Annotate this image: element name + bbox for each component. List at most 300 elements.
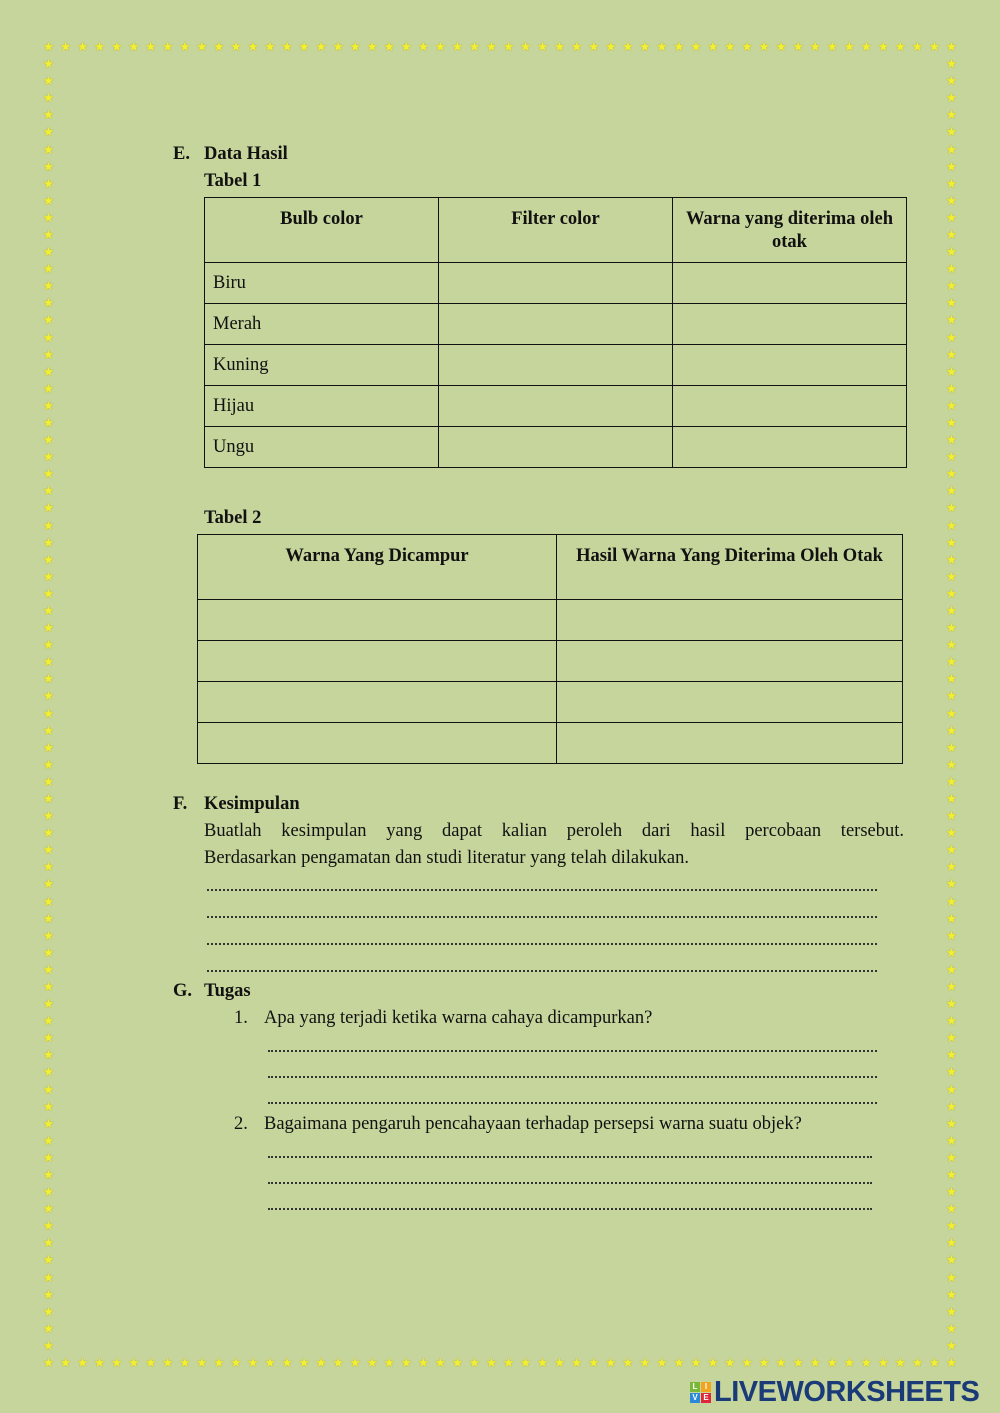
star-icon: ★ [945, 910, 958, 926]
filter-color-cell[interactable] [439, 427, 673, 468]
star-icon: ★ [945, 620, 958, 636]
section-f-letter: F. [173, 794, 188, 814]
table2-header: Hasil Warna Yang Diterima Oleh Otak [557, 535, 903, 600]
star-icon: ★ [332, 39, 344, 54]
star-icon: ★ [42, 1115, 55, 1131]
mixed-color-cell[interactable] [198, 682, 557, 723]
logo-icon: L I V E [690, 1382, 711, 1403]
perceived-color-cell[interactable] [673, 427, 907, 468]
star-icon: ★ [945, 141, 958, 157]
star-icon: ★ [42, 449, 55, 465]
star-icon: ★ [213, 1355, 225, 1370]
star-icon: ★ [945, 226, 958, 242]
star-icon: ★ [42, 1235, 55, 1251]
liveworksheets-logo [690, 1376, 979, 1409]
star-icon: ★ [42, 1303, 55, 1319]
star-icon: ★ [59, 39, 72, 54]
star-icon: ★ [42, 244, 55, 260]
star-icon: ★ [42, 209, 55, 225]
star-icon: ★ [42, 483, 55, 499]
star-icon: ★ [42, 722, 55, 738]
star-icon: ★ [178, 1355, 191, 1370]
star-icon: ★ [42, 551, 55, 567]
star-icon: ★ [792, 1355, 804, 1370]
star-icon: ★ [127, 39, 140, 54]
star-icon: ★ [434, 1355, 447, 1370]
star-icon: ★ [928, 1355, 941, 1370]
star-icon: ★ [42, 261, 55, 277]
question-1: Apa yang terjadi ketika warna cahaya dicampurkan? [264, 1008, 653, 1028]
star-icon: ★ [42, 1201, 55, 1217]
star-icon: ★ [945, 466, 958, 482]
star-icon: ★ [76, 1355, 89, 1370]
star-icon: ★ [945, 739, 958, 755]
star-icon: ★ [42, 773, 55, 789]
filter-color-cell[interactable] [439, 386, 673, 427]
star-icon: ★ [945, 1166, 958, 1182]
star-icon: ★ [775, 39, 787, 54]
star-icon: ★ [656, 39, 668, 54]
star-icon: ★ [42, 226, 55, 242]
star-icon: ★ [42, 1218, 55, 1234]
star-icon: ★ [42, 107, 55, 123]
star-icon: ★ [42, 978, 55, 994]
star-icon: ★ [42, 739, 55, 755]
star-icon: ★ [519, 1355, 532, 1370]
star-icon: ★ [42, 1064, 55, 1080]
star-icon: ★ [945, 1355, 958, 1370]
star-icon: ★ [451, 1355, 464, 1370]
star-icon: ★ [213, 39, 225, 54]
bulb-color-cell: Merah [205, 304, 439, 345]
star-icon: ★ [42, 1030, 55, 1046]
star-icon: ★ [945, 278, 958, 294]
star-icon: ★ [42, 346, 55, 362]
star-icon: ★ [42, 620, 55, 636]
star-icon: ★ [945, 961, 958, 977]
star-icon: ★ [945, 329, 958, 345]
table2-row [198, 723, 903, 764]
star-icon: ★ [945, 73, 958, 89]
star-icon: ★ [877, 1355, 890, 1370]
star-icon: ★ [468, 39, 481, 54]
star-icon: ★ [638, 39, 651, 54]
star-icon: ★ [945, 808, 958, 824]
star-icon: ★ [656, 1355, 668, 1370]
star-icon: ★ [724, 1355, 736, 1370]
star-icon: ★ [945, 1337, 958, 1353]
star-icon: ★ [42, 842, 55, 858]
table2-row [198, 682, 903, 723]
star-icon: ★ [42, 90, 55, 106]
star-icon: ★ [42, 1286, 55, 1302]
star-icon: ★ [843, 39, 856, 54]
star-icon: ★ [945, 602, 958, 618]
star-icon: ★ [707, 1355, 719, 1370]
section-f-line1: Buatlah kesimpulan yang dapat kalian peroleh dari hasil percobaan tersebut. [204, 821, 904, 841]
star-icon: ★ [42, 141, 55, 157]
star-icon: ★ [42, 1047, 55, 1063]
star-icon: ★ [621, 1355, 634, 1370]
star-icon: ★ [42, 329, 55, 345]
star-icon: ★ [945, 1149, 958, 1165]
table1-row [205, 345, 907, 386]
star-icon: ★ [42, 808, 55, 824]
bulb-color-cell: Hijau [205, 386, 439, 427]
star-icon: ★ [42, 295, 55, 311]
star-icon: ★ [42, 1098, 55, 1114]
question-2-number: 2. [234, 1114, 248, 1134]
star-icon: ★ [42, 1149, 55, 1165]
star-icon: ★ [758, 39, 770, 54]
star-icon: ★ [945, 1303, 958, 1319]
star-icon: ★ [42, 859, 55, 875]
star-icon: ★ [945, 756, 958, 772]
table1-row [205, 427, 907, 468]
star-icon: ★ [502, 1355, 515, 1370]
mixed-color-cell[interactable] [198, 600, 557, 641]
star-icon: ★ [42, 1166, 55, 1182]
result-color-cell[interactable] [557, 682, 903, 723]
star-icon: ★ [536, 1355, 549, 1370]
star-icon: ★ [485, 39, 498, 54]
answer-line[interactable] [207, 943, 877, 945]
star-icon: ★ [945, 1252, 958, 1268]
star-icon: ★ [826, 1355, 839, 1370]
star-icon: ★ [945, 1320, 958, 1336]
table1 [204, 197, 907, 468]
star-icon: ★ [877, 39, 890, 54]
star-icon: ★ [945, 56, 958, 72]
star-icon: ★ [417, 39, 430, 54]
star-icon: ★ [127, 1355, 140, 1370]
star-icon: ★ [366, 39, 379, 54]
star-icon: ★ [110, 1355, 123, 1370]
star-icon: ★ [42, 500, 55, 516]
section-g-letter: G. [173, 981, 193, 1001]
star-icon: ★ [945, 90, 958, 106]
star-icon: ★ [298, 1355, 310, 1370]
star-icon: ★ [945, 1013, 958, 1029]
star-icon: ★ [42, 278, 55, 294]
star-icon: ★ [230, 39, 242, 54]
star-icon: ★ [42, 73, 55, 89]
star-icon: ★ [604, 39, 617, 54]
star-icon: ★ [42, 1081, 55, 1097]
star-icon: ★ [42, 175, 55, 191]
question-1-number: 1. [234, 1008, 248, 1028]
star-icon: ★ [264, 39, 276, 54]
filter-color-cell[interactable] [439, 304, 673, 345]
star-icon: ★ [42, 585, 55, 601]
star-icon: ★ [93, 1355, 106, 1370]
star-icon: ★ [945, 654, 958, 670]
answer-line[interactable] [268, 1102, 877, 1104]
star-icon: ★ [42, 39, 55, 54]
star-icon: ★ [42, 637, 55, 653]
star-icon: ★ [161, 39, 174, 54]
section-g-title: Tugas [204, 981, 251, 1001]
table1-header-row [205, 198, 907, 263]
star-icon: ★ [945, 175, 958, 191]
star-icon: ★ [945, 568, 958, 584]
filter-color-cell[interactable] [439, 263, 673, 304]
star-icon: ★ [945, 671, 958, 687]
star-icon: ★ [945, 517, 958, 533]
star-icon: ★ [945, 1115, 958, 1131]
star-icon: ★ [945, 1064, 958, 1080]
filter-color-cell[interactable] [439, 345, 673, 386]
star-icon: ★ [945, 842, 958, 858]
star-icon: ★ [945, 483, 958, 499]
star-icon: ★ [59, 1355, 72, 1370]
star-icon: ★ [42, 876, 55, 892]
star-icon: ★ [741, 1355, 753, 1370]
table2-header-row [198, 535, 903, 600]
star-icon: ★ [42, 654, 55, 670]
result-color-cell[interactable] [557, 600, 903, 641]
star-icon: ★ [42, 893, 55, 909]
star-icon: ★ [945, 688, 958, 704]
answer-line[interactable] [268, 1156, 872, 1158]
perceived-color-cell[interactable] [673, 345, 907, 386]
star-icon: ★ [945, 312, 958, 328]
mixed-color-cell[interactable] [198, 723, 557, 764]
star-icon: ★ [42, 158, 55, 174]
star-icon: ★ [42, 1355, 55, 1370]
star-icon: ★ [843, 1355, 856, 1370]
star-icon: ★ [400, 1355, 413, 1370]
star-icon: ★ [42, 944, 55, 960]
star-icon: ★ [42, 124, 55, 140]
table1-row [205, 304, 907, 345]
star-icon: ★ [860, 39, 873, 54]
star-icon: ★ [945, 825, 958, 841]
star-icon: ★ [42, 602, 55, 618]
star-icon: ★ [928, 39, 941, 54]
star-icon: ★ [196, 39, 208, 54]
table2-row [198, 641, 903, 682]
star-icon: ★ [42, 192, 55, 208]
star-icon: ★ [536, 39, 549, 54]
star-icon: ★ [42, 568, 55, 584]
star-icon: ★ [758, 1355, 770, 1370]
star-icon: ★ [945, 1047, 958, 1063]
star-icon: ★ [553, 1355, 566, 1370]
star-icon: ★ [945, 790, 958, 806]
answer-line[interactable] [268, 1076, 877, 1078]
star-icon: ★ [264, 1355, 276, 1370]
section-f-title: Kesimpulan [204, 794, 300, 814]
star-icon: ★ [741, 39, 753, 54]
star-icon: ★ [42, 432, 55, 448]
bulb-color-cell: Kuning [205, 345, 439, 386]
star-icon: ★ [945, 978, 958, 994]
star-icon: ★ [42, 1132, 55, 1148]
star-icon: ★ [945, 500, 958, 516]
star-icon: ★ [570, 1355, 583, 1370]
star-icon: ★ [945, 1269, 958, 1285]
star-icon: ★ [604, 1355, 617, 1370]
star-icon: ★ [945, 1218, 958, 1234]
star-icon: ★ [945, 1286, 958, 1302]
star-icon: ★ [945, 295, 958, 311]
star-icon: ★ [502, 39, 515, 54]
star-icon: ★ [945, 1081, 958, 1097]
star-icon: ★ [945, 551, 958, 567]
answer-line[interactable] [207, 889, 877, 891]
star-icon: ★ [42, 534, 55, 550]
star-icon: ★ [775, 1355, 787, 1370]
star-icon: ★ [42, 363, 55, 379]
star-icon: ★ [144, 39, 157, 54]
star-icon: ★ [434, 39, 447, 54]
star-icon: ★ [178, 39, 191, 54]
star-icon: ★ [247, 1355, 259, 1370]
star-icon: ★ [911, 1355, 924, 1370]
perceived-color-cell[interactable] [673, 263, 907, 304]
star-icon: ★ [144, 1355, 157, 1370]
bulb-color-cell: Ungu [205, 427, 439, 468]
section-f-line2: Berdasarkan pengamatan dan studi literatur yang telah dilakukan. [204, 848, 689, 868]
star-icon: ★ [945, 432, 958, 448]
result-color-cell[interactable] [557, 723, 903, 764]
star-icon: ★ [673, 39, 685, 54]
star-icon: ★ [366, 1355, 379, 1370]
star-icon: ★ [42, 1337, 55, 1353]
table1-row [205, 263, 907, 304]
star-icon: ★ [42, 1013, 55, 1029]
star-icon: ★ [945, 346, 958, 362]
star-icon: ★ [690, 39, 702, 54]
star-icon: ★ [42, 380, 55, 396]
star-icon: ★ [945, 705, 958, 721]
star-icon: ★ [945, 722, 958, 738]
table2-row [198, 600, 903, 641]
star-icon: ★ [42, 756, 55, 772]
star-icon: ★ [945, 209, 958, 225]
star-icon: ★ [42, 825, 55, 841]
star-icon: ★ [945, 996, 958, 1012]
star-icon: ★ [587, 1355, 600, 1370]
star-icon: ★ [724, 39, 736, 54]
star-icon: ★ [383, 39, 396, 54]
star-icon: ★ [42, 466, 55, 482]
star-icon: ★ [315, 39, 327, 54]
star-icon: ★ [809, 39, 822, 54]
answer-line[interactable] [207, 916, 877, 918]
star-icon: ★ [315, 1355, 327, 1370]
star-icon: ★ [42, 397, 55, 413]
star-icon: ★ [110, 39, 123, 54]
table1-header: Warna yang diterima oleh otak [673, 198, 907, 263]
star-icon: ★ [826, 39, 839, 54]
answer-line[interactable] [268, 1182, 872, 1184]
answer-line[interactable] [207, 970, 877, 972]
table2-header: Warna Yang Dicampur [198, 535, 557, 600]
star-icon: ★ [417, 1355, 430, 1370]
section-e-letter: E. [173, 144, 190, 164]
star-icon: ★ [42, 790, 55, 806]
star-icon: ★ [945, 1132, 958, 1148]
star-icon: ★ [553, 39, 566, 54]
star-icon: ★ [945, 124, 958, 140]
star-icon: ★ [945, 585, 958, 601]
star-icon: ★ [400, 39, 413, 54]
star-icon: ★ [468, 1355, 481, 1370]
star-icon: ★ [451, 39, 464, 54]
star-icon: ★ [690, 1355, 702, 1370]
star-icon: ★ [945, 414, 958, 430]
star-icon: ★ [587, 39, 600, 54]
result-color-cell[interactable] [557, 641, 903, 682]
star-icon: ★ [945, 1235, 958, 1251]
star-icon: ★ [42, 671, 55, 687]
star-icon: ★ [911, 39, 924, 54]
star-icon: ★ [945, 192, 958, 208]
star-icon: ★ [945, 773, 958, 789]
star-icon: ★ [485, 1355, 498, 1370]
star-icon: ★ [945, 363, 958, 379]
star-icon: ★ [42, 1252, 55, 1268]
star-icon: ★ [42, 1269, 55, 1285]
star-icon: ★ [42, 705, 55, 721]
star-icon: ★ [945, 261, 958, 277]
perceived-color-cell[interactable] [673, 386, 907, 427]
star-icon: ★ [945, 158, 958, 174]
star-icon: ★ [349, 1355, 361, 1370]
star-icon: ★ [230, 1355, 242, 1370]
perceived-color-cell[interactable] [673, 304, 907, 345]
star-icon: ★ [945, 397, 958, 413]
star-icon: ★ [945, 534, 958, 550]
star-icon: ★ [42, 56, 55, 72]
star-icon: ★ [945, 859, 958, 875]
star-icon: ★ [945, 107, 958, 123]
star-icon: ★ [42, 1184, 55, 1200]
star-icon: ★ [93, 39, 106, 54]
star-icon: ★ [945, 244, 958, 260]
star-icon: ★ [945, 1098, 958, 1114]
star-icon: ★ [281, 39, 293, 54]
star-icon: ★ [809, 1355, 822, 1370]
star-icon: ★ [519, 39, 532, 54]
answer-line[interactable] [268, 1050, 877, 1052]
star-icon: ★ [42, 517, 55, 533]
star-icon: ★ [42, 312, 55, 328]
star-icon: ★ [247, 39, 259, 54]
table2-caption: Tabel 2 [204, 508, 262, 528]
star-icon: ★ [894, 39, 907, 54]
mixed-color-cell[interactable] [198, 641, 557, 682]
star-icon: ★ [383, 1355, 396, 1370]
table1-row [205, 386, 907, 427]
star-icon: ★ [42, 910, 55, 926]
star-icon: ★ [161, 1355, 174, 1370]
logo-text: LIVEWORKSHEETS [714, 1376, 980, 1408]
answer-line[interactable] [268, 1208, 872, 1210]
star-icon: ★ [945, 1184, 958, 1200]
table1-caption: Tabel 1 [204, 171, 262, 191]
bulb-color-cell: Biru [205, 263, 439, 304]
star-icon: ★ [945, 927, 958, 943]
star-icon: ★ [792, 39, 804, 54]
star-icon: ★ [860, 1355, 873, 1370]
star-icon: ★ [945, 1030, 958, 1046]
star-icon: ★ [945, 637, 958, 653]
star-icon: ★ [945, 1201, 958, 1217]
star-icon: ★ [945, 380, 958, 396]
